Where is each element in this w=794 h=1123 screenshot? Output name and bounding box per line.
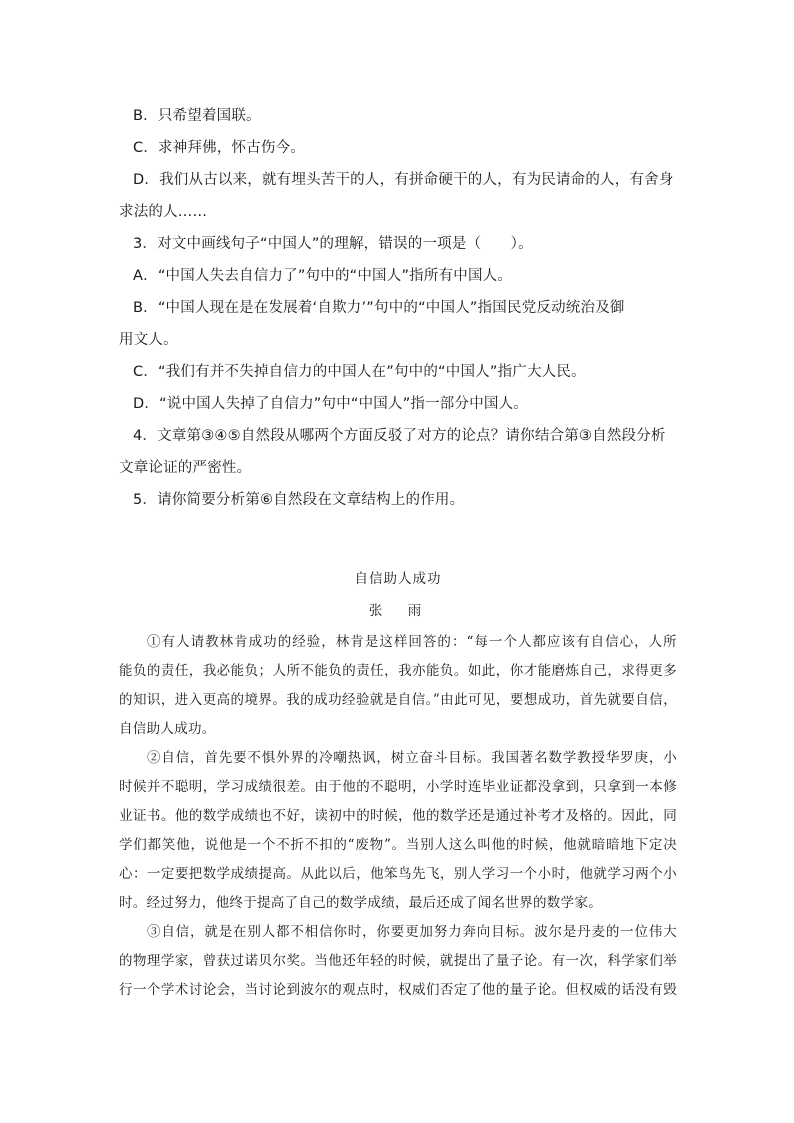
article-title: 自信助人成功 <box>354 571 442 587</box>
paragraph-line: 业证书。他的数学成绩也不好，读初中的时候，他的数学还是通过补考才及格的。因此，同 <box>119 808 677 824</box>
paragraph-line: 时候并不聪明，学习成绩很差。由于他的不聪明，小学时连毕业证都没拿到，只拿到一本修 <box>119 779 677 795</box>
article-body <box>119 628 677 1005</box>
paragraph-line: ②自信，首先要不惧外界的冷嘲热讽，树立奋斗目标。我国著名数学教授华罗庚，小 <box>147 750 677 766</box>
question-line: 文章论证的严密性。 <box>119 460 252 476</box>
question-line: 5．请你简要分析第⑥自然段在文章结构上的作用。 <box>133 492 465 508</box>
question-line: D．“说中国人失掉了自信力”句中“中国人”指一部分中国人。 <box>133 396 529 412</box>
question-line: 求法的人…… <box>119 204 208 220</box>
paragraph-line: 时。经过努力，他终于提高了自己的数学成绩，最后还成了闻名世界的数学家。 <box>119 895 602 911</box>
paragraph-line: 心：一定要把数学成绩提高。从此以后，他笨鸟先飞，别人学习一个小时，他就学习两个小 <box>119 866 677 882</box>
article-paragraph <box>119 918 677 1005</box>
article-paragraph <box>119 744 677 918</box>
article-paragraph <box>119 628 677 744</box>
paragraph-line: 自信助人成功。 <box>119 721 216 737</box>
question-line: B．只希望着国联。 <box>133 108 261 124</box>
article <box>119 568 677 1005</box>
question-line: C．“我们有并不失掉自信力的中国人在”句中的“中国人”指广大人民。 <box>133 364 586 380</box>
paragraph-line: ③自信，就是在别人都不相信你时，你要更加努力奔向目标。波尔是丹麦的一位伟大 <box>147 924 677 940</box>
question-line: D．我们从古以来，就有埋头苦干的人，有拼命硬干的人，有为民请命的人，有舍身 <box>133 172 674 188</box>
question-line: 用文人。 <box>119 332 178 348</box>
paragraph-line: ①有人请教林肯成功的经验，林肯是这样回答的：“每一个人都应该有自信心，人所 <box>147 634 677 650</box>
question-line: 3．对文中画线句子“中国人”的理解，错误的一项是（ ）。 <box>133 236 533 252</box>
question-line: A．“中国人失去自信力了”句中的“中国人”指所有中国人。 <box>133 268 513 284</box>
question-line: C．求神拜佛，怀古伤今。 <box>133 140 306 156</box>
paragraph-line: 行一个学术讨论会，当讨论到波尔的观点时，权威们否定了他的量子论。但权威的话没有毁 <box>119 982 677 998</box>
article-author: 张 雨 <box>368 603 428 619</box>
paragraph-line: 的物理学家，曾获过诺贝尔奖。当他还年轻的时候，就提出了量子论。有一次，科学家们举 <box>119 953 677 969</box>
question-line: B．“中国人现在是在发展着‘自欺力’”句中的“中国人”指国民党反动统治及御 <box>133 300 625 316</box>
paragraph-line: 的知识，进入更高的境界。我的成功经验就是自信。”由此可见，要想成功，首先就要自信， <box>119 692 677 708</box>
paragraph-line: 学们都笑他，说他是一个不折不扣的“废物”。当别人这么叫他的时候，他就暗暗地下定决 <box>119 837 677 853</box>
paragraph-line: 能负的责任，我必能负；人所不能负的责任，我亦能负。如此，你才能磨炼自己，求得更多 <box>119 663 677 679</box>
question-line: 4．文章第③④⑤自然段从哪两个方面反驳了对方的论点？请你结合第③自然段分析 <box>133 428 666 444</box>
question-list <box>119 100 677 516</box>
